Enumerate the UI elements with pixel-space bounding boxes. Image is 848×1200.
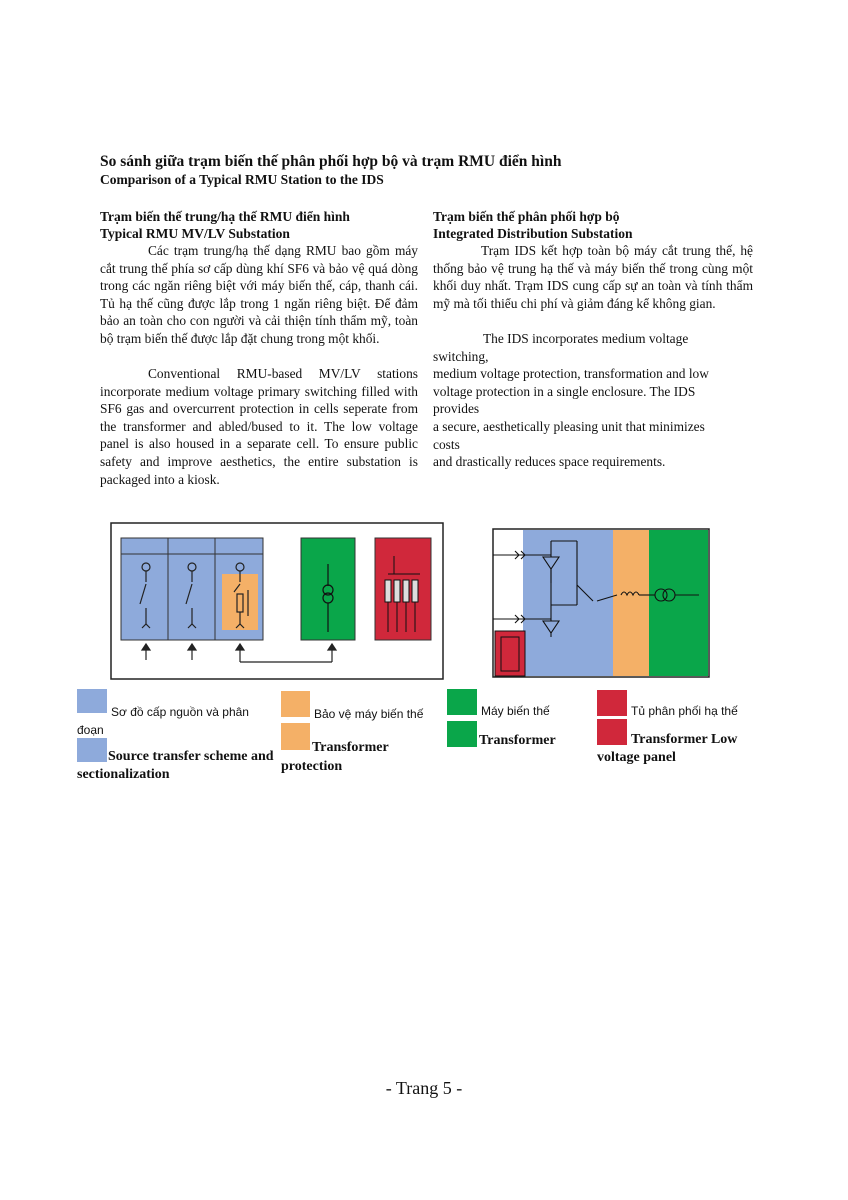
legend-lv-panel-en: Transformer Low voltage panel — [597, 732, 738, 765]
page-subtitle: Comparison of a Typical RMU Station to the IDS — [100, 172, 384, 187]
legend-swatch-green — [447, 689, 477, 715]
text-line: switching, — [433, 348, 489, 364]
text-line: medium voltage protection, transformation and low — [433, 366, 709, 382]
text-line: voltage protection in a single enclosure. The IDS — [433, 383, 696, 399]
legend-swatch-orange — [281, 691, 310, 717]
ids-substation-diagram — [489, 527, 711, 679]
legend-swatch-green — [447, 721, 477, 747]
legend-lv-panel-vi: Tủ phân phối hạ thế — [631, 704, 738, 718]
right-paragraph-vi: Trạm IDS kết hợp toàn bộ máy cắt trung thế, hệ thống bảo vệ trung hạ thế và máy biến thế trong cùng một khối duy nhất. Trạm IDS cung cấp sự an toàn và tính thẩm mỹ mà tối thiểu chi phí và giảm đáng kể không gian. — [433, 243, 753, 311]
left-heading-en: Typical RMU MV/LV Substation — [100, 226, 290, 241]
page-number: - Trang 5 - — [385, 1078, 463, 1098]
left-paragraph-vi: Các trạm trung/hạ thế dạng RMU bao gồm máy cắt trung thế phía sơ cấp dùng khí SF6 và bảo vệ quá dòng trong các ngăn riêng biệt với máy biến thế, cáp, thanh cái. Tủ hạ thế cũng được lắp trong 1 ngăn riêng biệt. Để đảm bảo an toàn cho con người và cải thiện tính thẩm mỹ, toàn bộ trạm biến thế được lắp đặt chung trong một khối. — [100, 243, 418, 346]
right-paragraph-en — [433, 330, 753, 471]
legend-protection-en: Transformer protection — [281, 740, 389, 774]
right-heading-en: Integrated Distribution Substation — [433, 226, 633, 241]
legend-transformer-en: Transformer — [479, 733, 556, 748]
right-heading-vi: Trạm biến thế phân phối hợp bộ — [433, 209, 620, 224]
legend-swatch-red — [597, 690, 627, 716]
text-line: and drastically reduces space requirements. — [433, 454, 666, 470]
page-title: So sánh giữa trạm biến thế phân phối hợp bộ và trạm RMU điển hình — [100, 153, 562, 170]
legend-protection-vi: Bảo vệ máy biến thế — [314, 707, 424, 721]
text-line: a secure, aesthetically pleasing unit that minimizes — [433, 418, 705, 434]
text-line: costs — [433, 436, 460, 452]
legend-source-vi: Sơ đồ cấp nguồn và phân đoạn — [77, 705, 249, 737]
left-heading-vi: Trạm biến thế trung/hạ thế RMU điển hình — [100, 209, 350, 224]
text-line: The IDS incorporates medium voltage — [483, 331, 689, 346]
legend-source-en: Source transfer scheme and sectionalization — [77, 749, 274, 782]
left-paragraph-en: Conventional RMU-based MV/LV stations incorporate medium voltage primary switching filled with SF6 gas and overcurrent protection in cells seperate from the transformer and abled/bused to it. The low voltage panel is also housed in a separate cell. To ensure public safety and improve aesthetics, the entire substation is packaged into a kiosk. — [100, 366, 418, 487]
legend-transformer-vi: Máy biến thế — [481, 704, 550, 718]
rmu-substation-diagram — [110, 522, 444, 680]
text-line: provides — [433, 401, 480, 417]
